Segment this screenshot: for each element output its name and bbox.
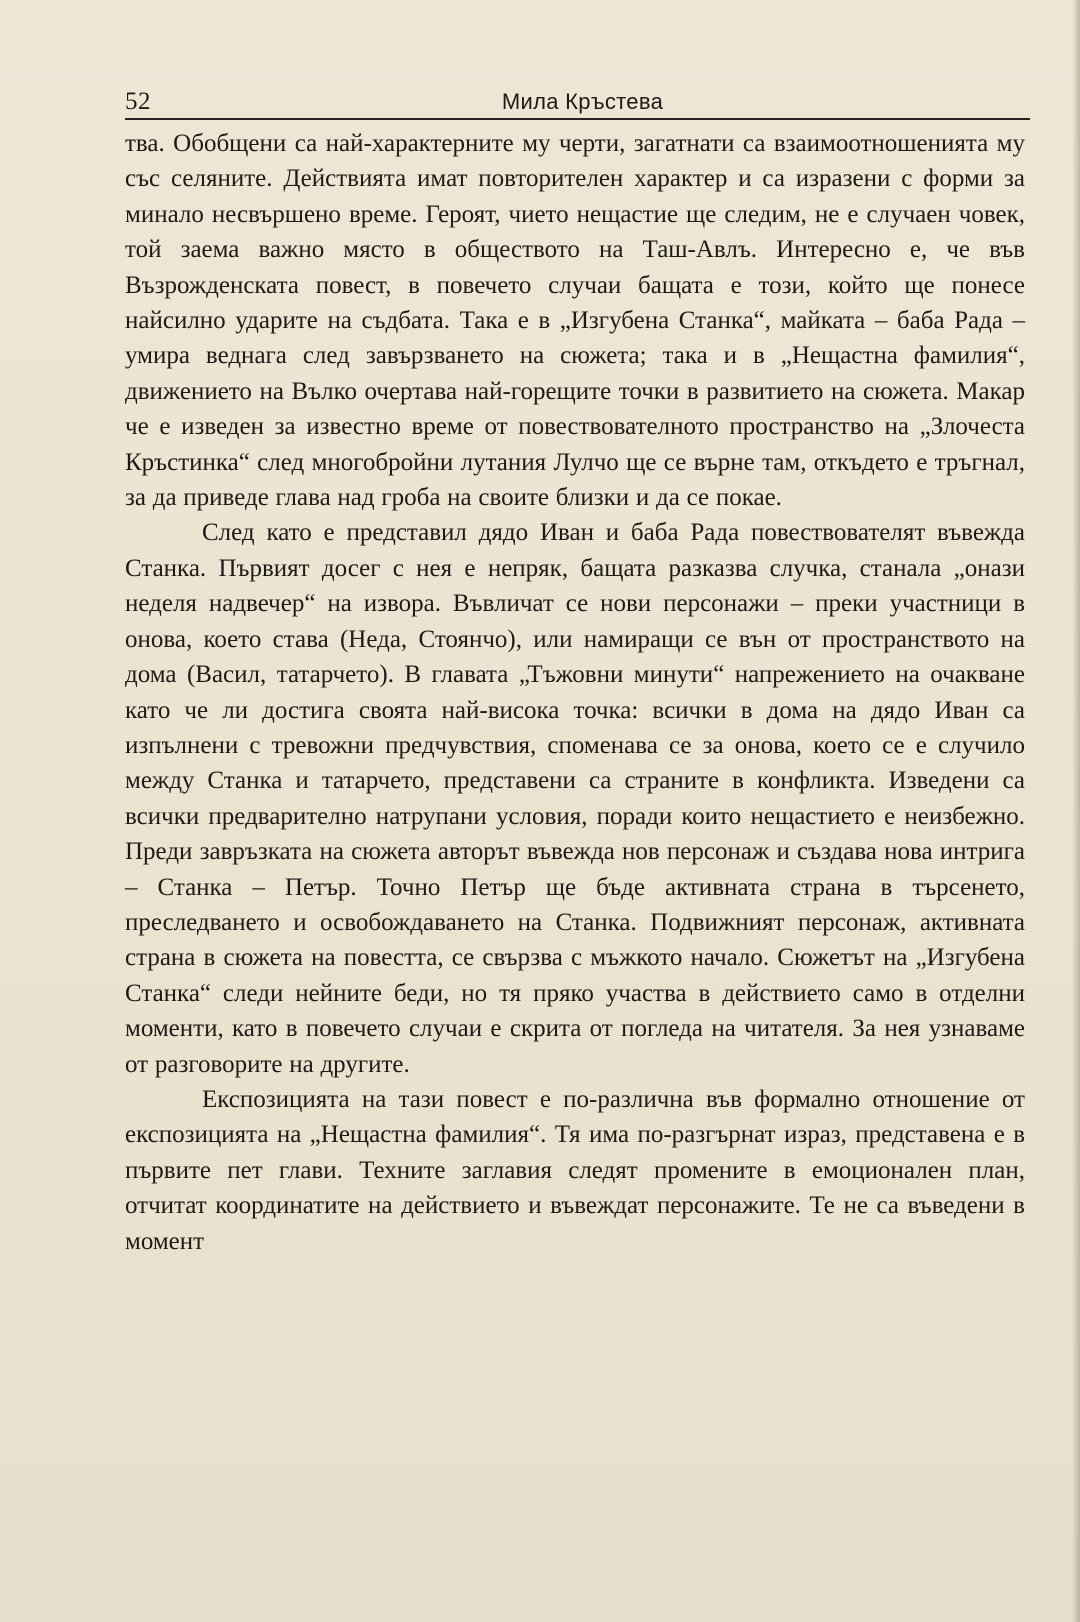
body-text: [125, 126, 1025, 1259]
running-title: Мила Кръстева: [501, 89, 664, 114]
page-edge-shadow: [1072, 0, 1080, 1622]
paragraph: тва. Обобщени са най-характерните му черти, загатнати са взаимоотношенията му със селяните. Действията имат повторителен характер и са изразени с форми за минало несвършено време. Героят, чието нещастие ще следим, не е случаен човек, той заема важно място в обществото на Таш-Авлъ. Интересно е, че във Възрожденската повест, в повечето случаи бащата е този, който ще понесе найсилно ударите на съдбата. Така е в „Изгубена Станка“, майката – баба Рада – умира веднага след завързването на сюжета; така и в „Нещастна фамилия“, движението на Вълко очертава най-горещите точки в развитието на сюжета. Макар че е изведен за известно време от повествователното пространство на „Злочеста Кръстинка“ след многобройни лутания Лулчо ще се върне там, откъдето е тръгнал, за да приведе глава над гроба на своите близки и да се покае.: [125, 130, 1025, 512]
paragraph: След като е представил дядо Иван и баба Рада повествователят въвежда Станка. Първият досег с нея е непряк, бащата разказва случка, станала „онази неделя надвечер“ на извора. Въвличат се нови персонажи – преки участници в онова, което става (Неда, Стоянчо), или намиращи се вън от пространството на дома (Васил, татарчето). В главата „Тъжовни минути“ напрежението на очакване като че ли достига своята най-висока точка: всички в дома на дядо Иван са изпълнени с тревожни предчувствия, споменава се за онова, което се е случило между Станка и татарчето, представени са страните в конфликта. Изведени са всички предварително натрупани условия, поради които нещастието е неизбежно. Преди завръзката на сюжета авторът въвежда нов персонаж и създава нова интрига – Станка – Петър. Точно Петър ще бъде активната страна в търсенето, преследването и освобождаването на Станка. Подвижният персонаж, активната страна в сюжета на повестта, се свързва с мъжкото начало. Сюжетът на „Изгубена Станка“ следи нейните беди, но тя пряко участва в действието само в отделни моменти, като в повечето случаи е скрита от погледа на читателя. За нея узнаваме от разговорите на другите.: [125, 519, 1025, 1078]
page-number: 52: [125, 88, 151, 115]
page-header: [125, 86, 1030, 120]
paragraph: Експозицията на тази повест е по-различна във формално отношение от експозицията на „Нещастна фамилия“. Тя има по-разгърнат израз, представена е в първите пет глави. Техните заглавия следят промените в емоционален план, отчитат координатите на действието и въвеждат персонажите. Те не са въведени в момент: [125, 1085, 1025, 1255]
